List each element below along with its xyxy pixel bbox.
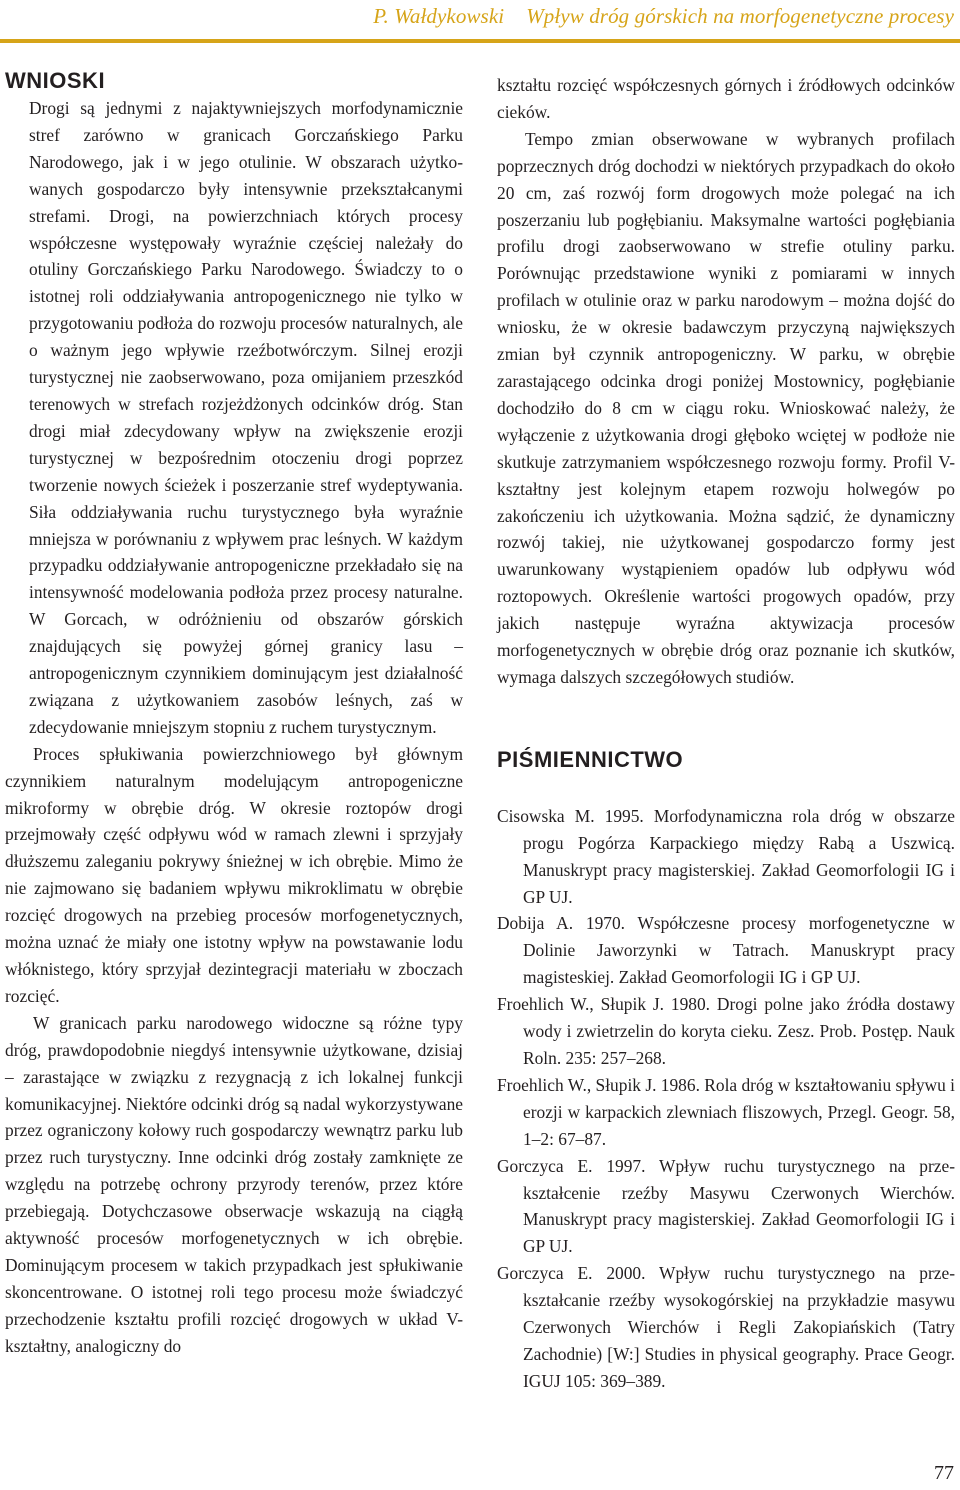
header-title: Wpływ dróg górskich na morfogenetyczne procesy — [526, 4, 954, 28]
reference-item: Dobija A. 1970. Współczesne procesy morfogenetyczne w Dolinie Jaworzynki w Tatrach. Manuskrypt pracy magisteskiej. Zakład Geomorfologii IG i GP UJ. — [497, 913, 955, 988]
conclusions-paragraph-3: W granicach parku narodowego widoczne są różne typy dróg, prawdopodobnie niegdyś intensywnie użytkowane, dzisiaj – zarastające w związku z rezygnacją z ich lokalnej funkcji komunikacyjnej. Niektóre odcinki dróg są nadal wykorzystywane przez ograniczony kołowy ruch gospodarczy wewnątrz parku lub przez ruch turystyczny. Inne odcinki dróg zostały zamknięte ze względu na potrzebę ochrony przyrody terenów, przez które przebiegają. Dotychczasowe obserwacje wskazują na ciągłą aktywność procesów morfogenetycznych w ich obrębie. Dominującym procesem w takich przypadkach jest spłukiwanie skoncentrowane. O istotnej roli tego procesu może świadczyć przechodzenie kształtu profili rozcięć drogowych w układ V-kształtny, analogiczny do — [5, 1012, 463, 1356]
right-column — [497, 72, 955, 1395]
conclusions-paragraph-2: Proces spłukiwania powierzchniowego był głównym czynnikiem naturalnym modelującym antropogeniczne mikroformy w obrębie dróg. W okresie roztopów drogi przejmowały część odpływu wód w ramach zlewni i sprzyjały dłuższemu zaleganiu pokrywy śnieżnej w ich obrębie. Mimo że nie zajmowano się badaniem wpływu mikroklimatu w obrębie rozcięć drogowych na przebieg procesów morfogenetycznych, można uznać że miały one istotny wpływ na powstawanie lodu włóknistego, który sprzyjał dezintegracji materiału w zboczach rozcięć. — [5, 743, 463, 1006]
conclusions-lead — [5, 95, 463, 741]
section-heading-conclusions: WNIOSKI — [5, 68, 106, 93]
running-head — [373, 4, 954, 29]
conclusions-paragraph-1: Drogi są jednymi z najaktywniejszych morfodynamicznie stref zarówno w granicach Gorczańskiego Parku Narodowego, jak i w jego otulinie. W obszarach użytkowanych gospodarczo były intensywnie przekształcanymi strefami. Drogi, na powierzchniach których procesy współczesne występowały wyraźnie częściej należały do otuliny Gorczańskiego Parku Narodowego. Świadczy to o istotnej roli oddziaływania antropogenicznego nie tylko w przygotowaniu podłoża do rozwoju procesów naturalnych, ale o ważnym jego wpływie rzeźbotwórczym. Silnej erozji turystycznej nie zaobserwowano, poza omijaniem przeszkód terenowych w strefach rozjeżdżonych odcinków dróg. Stan drogi miał zdecydowany wpływ na zwiększenie erozji turystycznej w bezpośrednim otoczeniu drogi poprzez tworzenie nowych ścieżek i poszerzanie stref wydeptywania. Siła oddziaływania ruchu turystycznego była wyraźnie mniejsza w porównaniu z wpływem prac leśnych. W każdym przypadku oddziaływanie antropogeniczne przekładało się na intensywność modelowania podłoża przez procesy naturalne. W Gorcach, w odróżnieniu od obszarów górskich znajdujących się powyżej górnej granicy lasu – antropogenicznym czynnikiem dominującym jest działalność związana z użytkowaniem zasobów leśnych, zaś w zdecydowanie mniejszym stopniu z ruchem turystycznym. — [29, 98, 463, 737]
header-rule — [0, 39, 960, 43]
section-heading-references: PIŚMIENNICTWO — [497, 746, 684, 772]
left-column — [5, 68, 463, 1360]
conclusions-paragraph-4: Tempo zmian obserwowane w wybranych profilach poprzecznych dróg dochodzi w niektórych przypadkach do około 20 cm, zaś rozwój form drogowych może polegać na ich poszerzaniu lub pogłębianiu. Maksymalne wartości pogłębiania profilu drogi zaobserwowano w strefie otuliny parku. Porównując przedstawione wyniki z pomiarami w innych profilach w otulinie oraz w parku narodowym – można dojść do wniosku, że w okresie badawczym przyczyną największych zmian był czynnik antropogeniczny. W parku, w obrębie zarastającego odcinka drogi poniżej Mostownicy, pogłębianie dochodziło do 8 cm w ciągu roku. Wnioskować należy, że wyłączenie z użytkowania drogi głęboko wciętej w podłoże nie skutkuje zatrzymaniem współczesnego rozwoju formy. Profil V-kształtny jest kolejnym etapem rozwoju holwegów po zakończeniu ich użytkowania. Można sądzić, że dynamiczny rozwój takiej, nie użytkowanej gospodarczo formy jest uwarunkowany wystąpieniem opadów lub odpływu wód roztopowych. Określenie wartości progowych opadów, przy jakich następuje wyraźna aktywizacja procesów morfogenetycznych w obrębie dróg oraz poznanie ich skutków, wymaga dalszych szczegółowych studiów. — [497, 128, 955, 687]
reference-item: Froehlich W., Słupik J. 1980. Drogi polne jako źródła dostawy wody i zwietrzelin do koryta cieku. Zesz. Prob. Postęp. Nauk Roln. 235: 257–268. — [497, 994, 955, 1068]
reference-item: Gorczyca E. 1997. Wpływ ruchu turystycznego na przekształcenie rzeźby Masywu Czerwonych Wierchów. Manuskrypt pracy magisterskiej. Zakład Geomorfologii IG i GP UJ. — [497, 1155, 955, 1257]
reference-item: Froehlich W., Słupik J. 1986. Rola dróg w kształtowaniu spływu i erozji w karpackich zlewniach fliszowych, Przegl. Geogr. 58, 1–2: 67–87. — [497, 1074, 955, 1149]
header-author: P. Wałdykowski — [373, 4, 505, 28]
reference-item: Gorczyca E. 2000. Wpływ ruchu turystycznego na przekształcanie rzeźby wysokogórskiej na przykładzie masywu Czerwonych Wierchów i Regli Zakopiańskich (Tatry Zachodnie) [W:] Studies in physical geography. Prace Geogr. IGUJ 105: 369–389. — [497, 1263, 955, 1391]
page-number: 77 — [934, 1462, 954, 1484]
conclusions-paragraph-3-continued: kształtu rozcięć współczesnych górnych i źródłowych odcinków cieków. — [497, 75, 955, 122]
reference-item: Cisowska M. 1995. Morfodynamiczna rola dróg w obszarze progu Pogórza Karpackiego między Rabą a Uszwicą. Manuskrypt pracy magisterskiej. Zakład Geomorfologii IG i GP UJ. — [497, 805, 955, 907]
